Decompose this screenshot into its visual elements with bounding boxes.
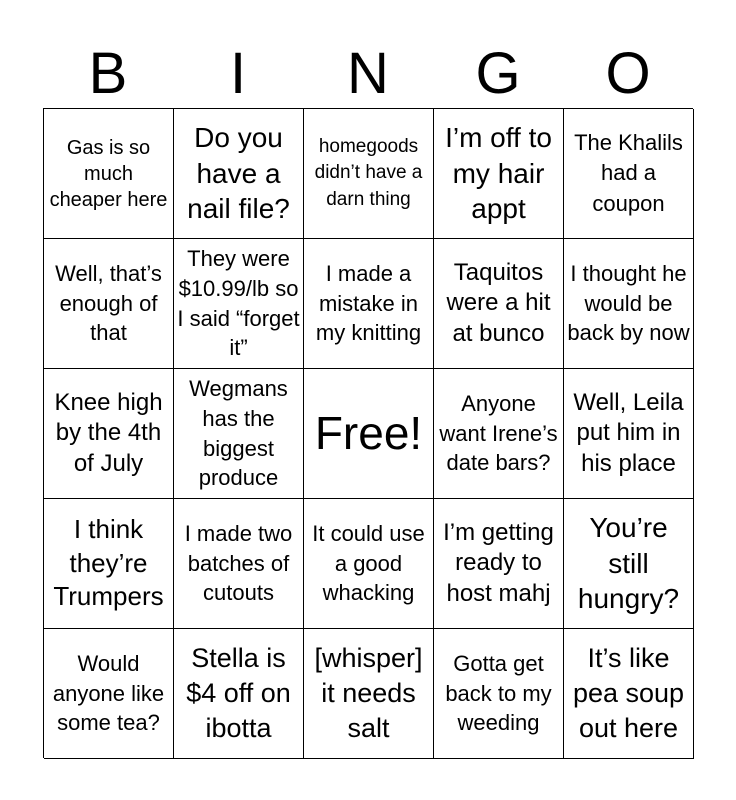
cell-text: Gotta get back to my weeding (445, 650, 552, 736)
header-letter-g: G (475, 41, 521, 106)
cell-text: I thought he would be back by now (567, 260, 690, 346)
bingo-cell[interactable] (434, 369, 564, 499)
bingo-cell[interactable] (44, 629, 174, 759)
cell-text: Well, Leila put him in his place (573, 388, 684, 477)
cell-text: I’m getting ready to host mahj (443, 518, 554, 607)
bingo-cell[interactable] (304, 239, 434, 369)
bingo-cell[interactable] (44, 499, 174, 629)
header-letter-i: I (229, 41, 247, 106)
header-letter-b: B (88, 41, 128, 106)
cell-text: It’s like pea soup out here (572, 642, 685, 744)
bingo-cell[interactable] (174, 499, 304, 629)
cell-text: The Khalils had a coupon (574, 129, 683, 216)
bingo-cell[interactable] (434, 499, 564, 629)
cell-text: Do you have a nail file? (187, 122, 290, 225)
bingo-cell[interactable] (174, 629, 304, 759)
bingo-cell[interactable] (44, 109, 174, 239)
bingo-cell[interactable] (434, 239, 564, 369)
cell-text: [whisper] it needs salt (314, 642, 423, 744)
bingo-cell[interactable] (564, 109, 694, 239)
bingo-cell[interactable] (44, 239, 174, 369)
bingo-cell[interactable] (564, 499, 694, 629)
bingo-cell[interactable] (564, 369, 694, 499)
bingo-header (43, 40, 693, 108)
bingo-cell[interactable] (564, 629, 694, 759)
bingo-cell[interactable] (434, 629, 564, 759)
bingo-cell[interactable] (174, 369, 304, 499)
cell-text: Well, that’s enough of that (55, 260, 162, 346)
cell-text: Would anyone like some tea? (52, 650, 165, 736)
cell-text: homegoods didn’t have a darn thing (314, 135, 423, 210)
cell-text: Wegmans has the biggest produce (189, 376, 288, 491)
bingo-board (43, 108, 693, 758)
cell-text: I’m off to my hair appt (445, 122, 552, 225)
free-space-cell[interactable] (304, 369, 434, 499)
free-space-text: Free! (314, 407, 423, 460)
bingo-cell[interactable] (304, 629, 434, 759)
header-letter-o: O (605, 41, 651, 106)
cell-text: You’re still hungry? (577, 512, 680, 615)
cell-text: Knee high by the 4th of July (54, 388, 163, 477)
cell-text: I made two batches of cutouts (184, 520, 293, 606)
bingo-cell[interactable] (564, 239, 694, 369)
bingo-cell[interactable] (304, 499, 434, 629)
bingo-cell[interactable] (44, 369, 174, 499)
cell-text: I think they’re Trumpers (53, 513, 164, 612)
cell-text: Stella is $4 off on ibotta (186, 642, 291, 744)
cell-text: Gas is so much cheaper here (49, 136, 168, 211)
cell-text: Taquitos were a hit at bunco (446, 258, 551, 347)
cell-text: I made a mistake in my knitting (315, 260, 422, 346)
cell-text: It could use a good whacking (312, 520, 425, 606)
bingo-cell[interactable] (174, 109, 304, 239)
header-letter-n: N (347, 41, 389, 106)
bingo-cell[interactable] (304, 109, 434, 239)
bingo-cell[interactable] (174, 239, 304, 369)
bingo-cell[interactable] (434, 109, 564, 239)
cell-text: Anyone want Irene’s date bars? (439, 390, 558, 476)
cell-text: They were $10.99/lb so I said “forget it” (177, 246, 300, 361)
